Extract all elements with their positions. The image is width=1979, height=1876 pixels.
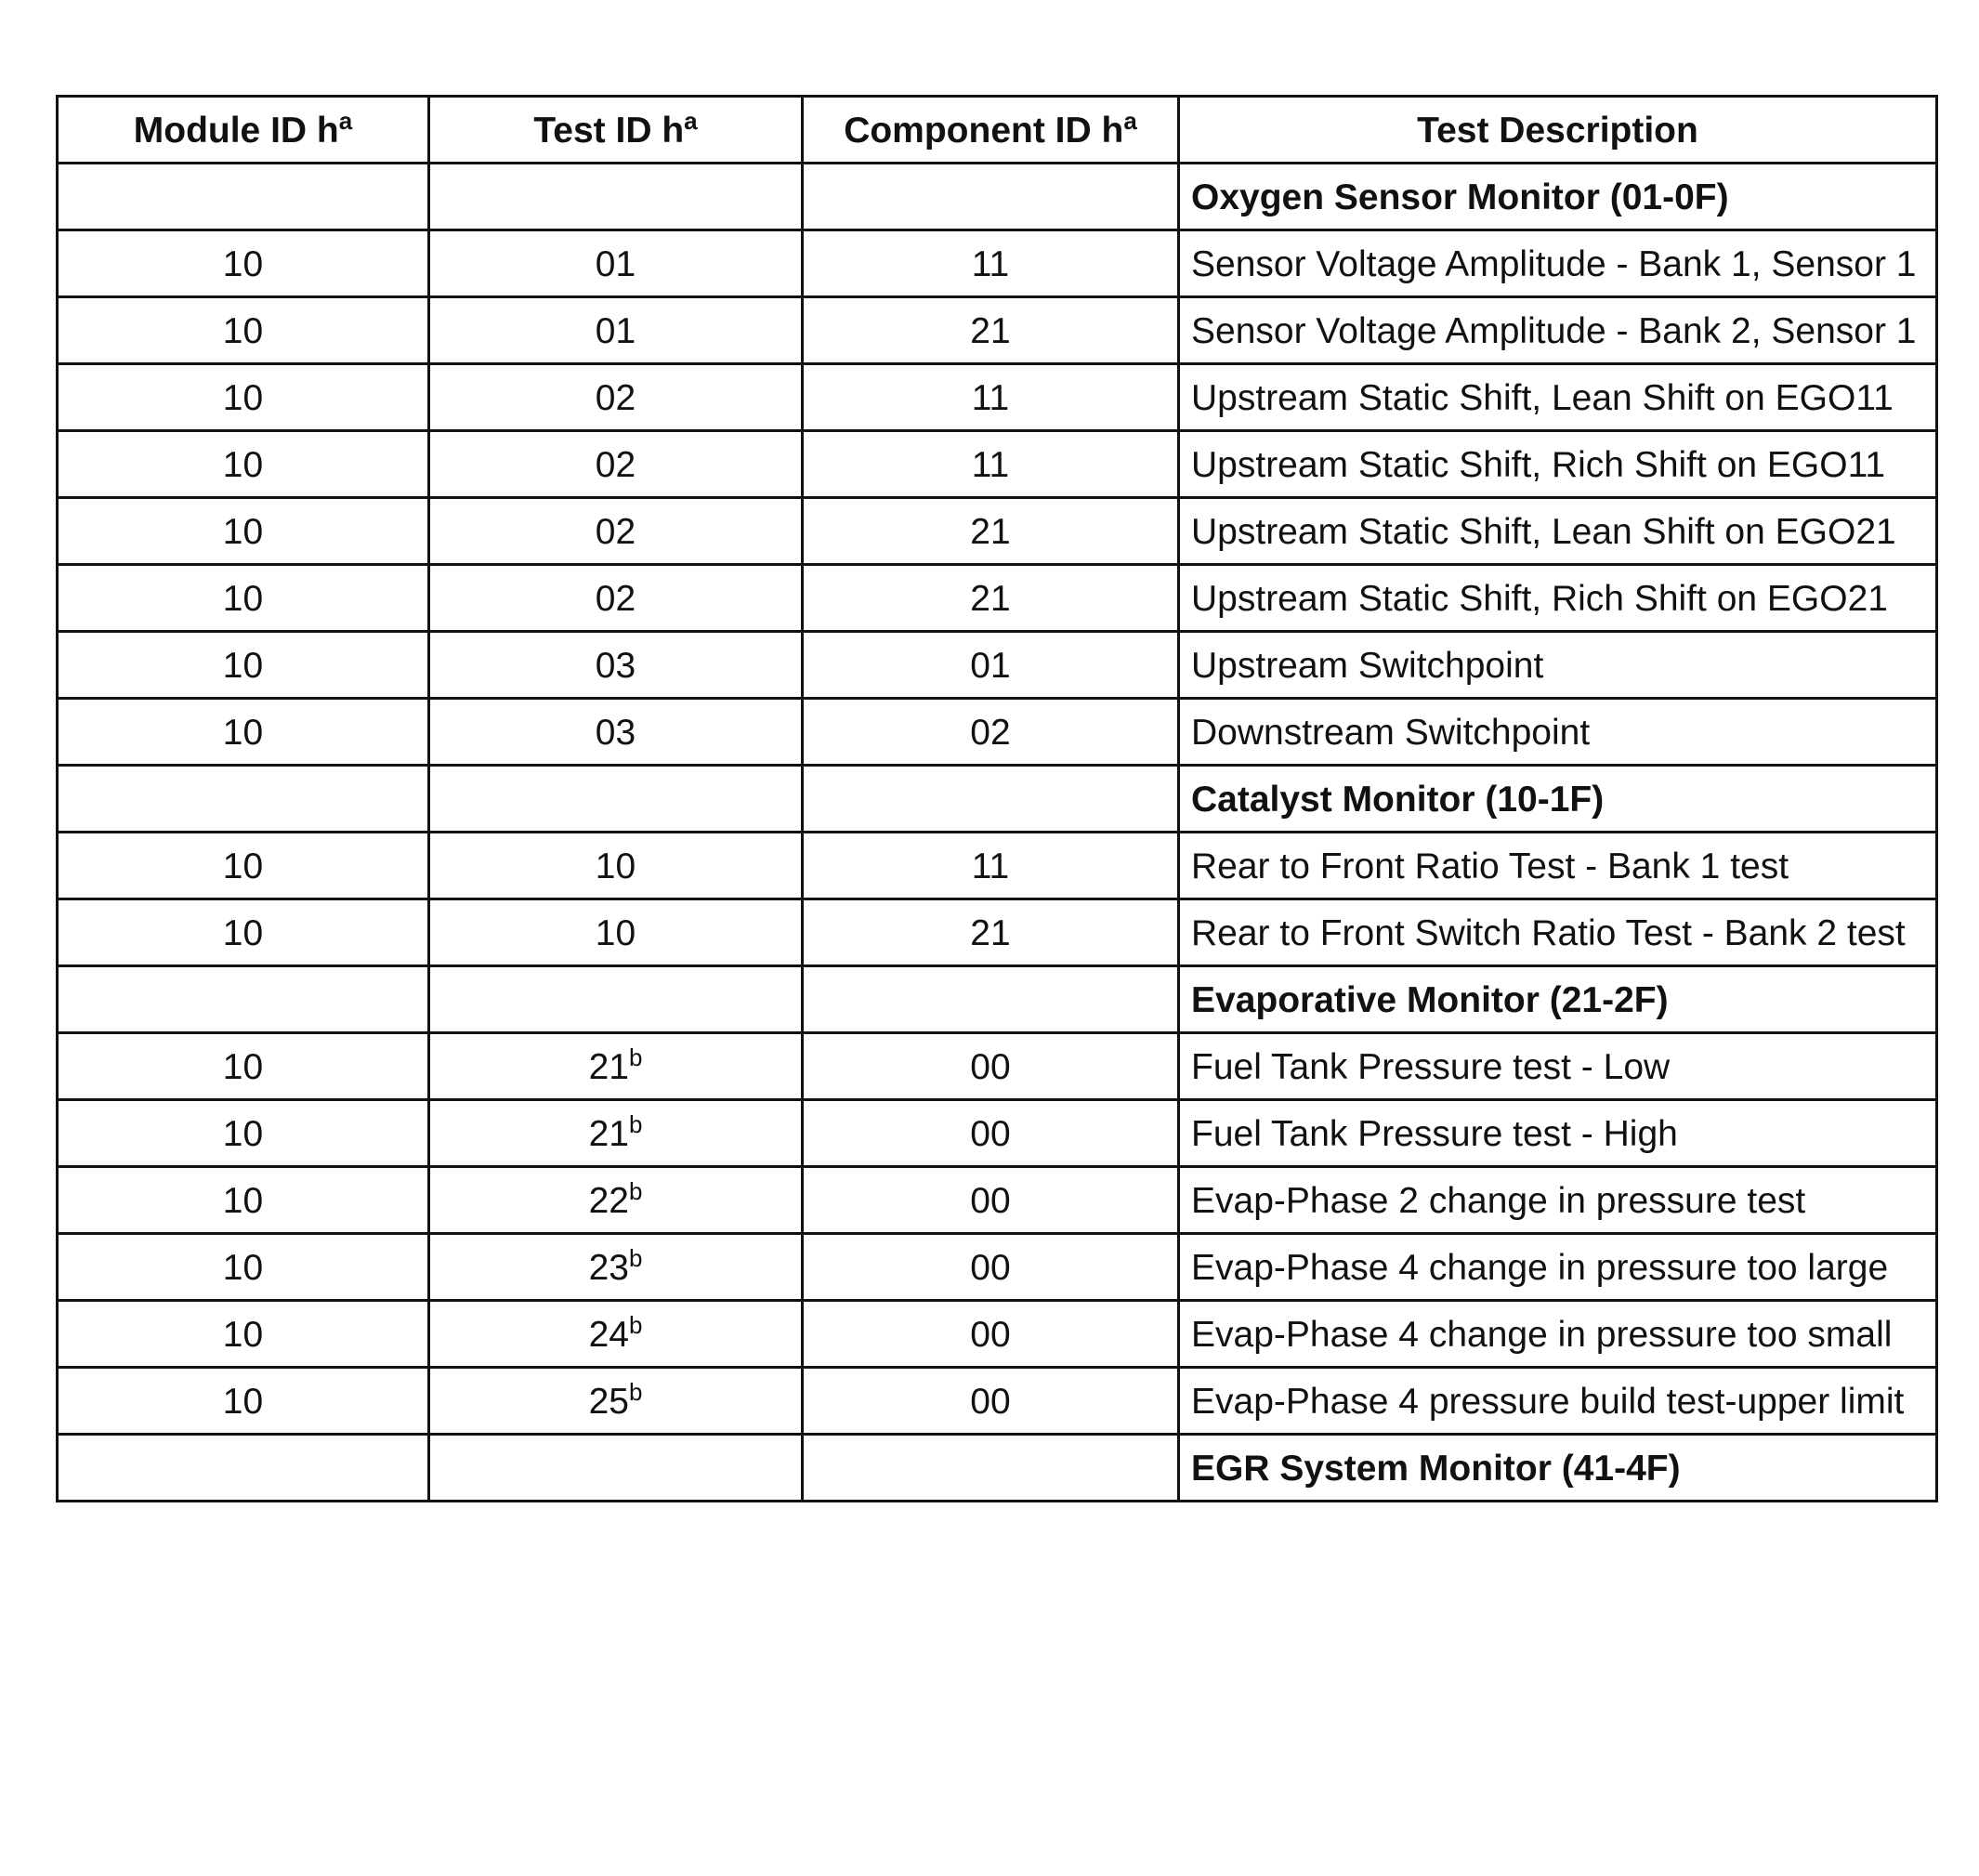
test-id-footnote: b: [628, 1110, 643, 1138]
table-row: [58, 431, 1937, 498]
header-module-id: Module ID $h^a$: [58, 97, 429, 164]
test-description-cell: Upstream Static Shift, Lean Shift on EGO11: [1179, 364, 1937, 431]
test-id-footnote: b: [628, 1378, 643, 1406]
test-id-value: 25: [588, 1382, 629, 1422]
module-id-cell: 10: [58, 364, 429, 431]
component-id-cell: 11: [803, 833, 1179, 899]
test-description-cell: Sensor Voltage Amplitude - Bank 1, Sensor 1: [1179, 230, 1937, 297]
test-description-cell: Upstream Static Shift, Rich Shift on EGO21: [1179, 565, 1937, 632]
table-row: [58, 230, 1937, 297]
component-id-cell: 01: [803, 632, 1179, 699]
table-row: [58, 1368, 1937, 1435]
component-id-cell: [803, 966, 1179, 1033]
component-id-cell: [803, 1435, 1179, 1502]
module-id-cell: 10: [58, 1167, 429, 1234]
test-id-value: 03: [595, 646, 636, 686]
table-row: [58, 699, 1937, 766]
table-row: [58, 297, 1937, 364]
module-id-cell: 10: [58, 833, 429, 899]
test-id-value: 02: [595, 512, 636, 552]
table-row: [58, 364, 1937, 431]
section-header-row: [58, 164, 1937, 230]
test-id-footnote: b: [628, 1244, 643, 1272]
module-id-cell: 10: [58, 1033, 429, 1100]
section-title: EGR System Monitor (41-4F): [1179, 1435, 1937, 1502]
test-id-cell: [429, 364, 803, 431]
section-header-row: [58, 966, 1937, 1033]
section-title: Catalyst Monitor (10-1F): [1179, 766, 1937, 833]
test-id-cell: [429, 1033, 803, 1100]
table-row: [58, 1100, 1937, 1167]
test-id-cell: [429, 498, 803, 565]
header-test-description: Test Description: [1179, 97, 1937, 164]
component-id-cell: 21: [803, 498, 1179, 565]
module-id-cell: 10: [58, 632, 429, 699]
table-row: [58, 1234, 1937, 1301]
test-id-value: 22: [588, 1181, 629, 1221]
test-id-value: 02: [595, 579, 636, 619]
test-id-footnote: b: [628, 1177, 643, 1205]
test-id-cell: [429, 230, 803, 297]
test-description-cell: Evap-Phase 4 pressure build test-upper limit: [1179, 1368, 1937, 1435]
table-row: [58, 1167, 1937, 1234]
module-id-cell: 10: [58, 565, 429, 632]
test-id-cell: [429, 766, 803, 833]
module-id-cell: 10: [58, 699, 429, 766]
section-title: Evaporative Monitor (21-2F): [1179, 966, 1937, 1033]
test-description-cell: Sensor Voltage Amplitude - Bank 2, Sensor 1: [1179, 297, 1937, 364]
test-id-value: 10: [595, 846, 636, 886]
section-header-row: [58, 1435, 1937, 1502]
monitor-test-table: [56, 95, 1938, 1502]
test-id-cell: [429, 699, 803, 766]
test-id-cell: [429, 164, 803, 230]
test-description-cell: Rear to Front Ratio Test - Bank 1 test: [1179, 833, 1937, 899]
component-id-cell: 00: [803, 1033, 1179, 1100]
test-id-value: 21: [588, 1114, 629, 1154]
component-id-cell: [803, 164, 1179, 230]
component-id-cell: 00: [803, 1301, 1179, 1368]
table-body: [58, 164, 1937, 1502]
module-id-cell: 10: [58, 297, 429, 364]
test-description-cell: Upstream Switchpoint: [1179, 632, 1937, 699]
component-id-cell: 02: [803, 699, 1179, 766]
table-row: [58, 498, 1937, 565]
test-id-value: 23: [588, 1248, 629, 1288]
table-row: [58, 565, 1937, 632]
test-id-cell: [429, 1368, 803, 1435]
test-id-cell: [429, 632, 803, 699]
module-id-cell: 10: [58, 899, 429, 966]
test-description-cell: Fuel Tank Pressure test - Low: [1179, 1033, 1937, 1100]
test-id-value: 10: [595, 913, 636, 953]
module-id-cell: 10: [58, 1100, 429, 1167]
test-id-cell: [429, 1435, 803, 1502]
module-id-cell: [58, 164, 429, 230]
table-row: [58, 833, 1937, 899]
test-id-value: 21: [588, 1047, 629, 1087]
test-id-cell: [429, 899, 803, 966]
test-description-cell: Fuel Tank Pressure test - High: [1179, 1100, 1937, 1167]
module-id-cell: 10: [58, 498, 429, 565]
test-id-value: 01: [595, 244, 636, 284]
component-id-cell: 00: [803, 1100, 1179, 1167]
module-id-cell: [58, 766, 429, 833]
component-id-cell: 11: [803, 431, 1179, 498]
test-id-value: 01: [595, 311, 636, 351]
component-id-cell: 00: [803, 1234, 1179, 1301]
module-id-cell: [58, 1435, 429, 1502]
table-row: [58, 632, 1937, 699]
test-id-cell: [429, 1234, 803, 1301]
test-id-cell: [429, 431, 803, 498]
component-id-cell: 00: [803, 1368, 1179, 1435]
test-id-value: 02: [595, 378, 636, 418]
test-description-cell: Evap-Phase 2 change in pressure test: [1179, 1167, 1937, 1234]
module-id-cell: 10: [58, 431, 429, 498]
test-id-footnote: b: [628, 1311, 643, 1339]
component-id-cell: 11: [803, 364, 1179, 431]
table-row: [58, 1033, 1937, 1100]
header-test-id: Test ID $h^a$: [429, 97, 803, 164]
test-id-value: 03: [595, 713, 636, 753]
test-id-footnote: b: [628, 1043, 643, 1071]
test-description-cell: Downstream Switchpoint: [1179, 699, 1937, 766]
test-description-cell: Evap-Phase 4 change in pressure too large: [1179, 1234, 1937, 1301]
component-id-cell: 11: [803, 230, 1179, 297]
test-id-cell: [429, 833, 803, 899]
test-id-cell: [429, 966, 803, 1033]
test-description-cell: Upstream Static Shift, Rich Shift on EGO11: [1179, 431, 1937, 498]
component-id-cell: 21: [803, 899, 1179, 966]
table-row: [58, 1301, 1937, 1368]
component-id-cell: 21: [803, 565, 1179, 632]
test-id-cell: [429, 565, 803, 632]
header-component-id: Component ID $h^a$: [803, 97, 1179, 164]
test-id-value: 02: [595, 445, 636, 485]
component-id-cell: 00: [803, 1167, 1179, 1234]
component-id-cell: 21: [803, 297, 1179, 364]
test-description-cell: Evap-Phase 4 change in pressure too small: [1179, 1301, 1937, 1368]
module-id-cell: [58, 966, 429, 1033]
module-id-cell: 10: [58, 1368, 429, 1435]
test-description-cell: Rear to Front Switch Ratio Test - Bank 2 test: [1179, 899, 1937, 966]
section-header-row: [58, 766, 1937, 833]
test-description-cell: Upstream Static Shift, Lean Shift on EGO21: [1179, 498, 1937, 565]
test-id-cell: [429, 1167, 803, 1234]
test-id-value: 24: [588, 1315, 629, 1355]
test-id-cell: [429, 1301, 803, 1368]
test-id-cell: [429, 297, 803, 364]
component-id-cell: [803, 766, 1179, 833]
module-id-cell: 10: [58, 1234, 429, 1301]
table-header-row: [58, 97, 1937, 164]
module-id-cell: 10: [58, 230, 429, 297]
section-title: Oxygen Sensor Monitor (01-0F): [1179, 164, 1937, 230]
test-id-cell: [429, 1100, 803, 1167]
module-id-cell: 10: [58, 1301, 429, 1368]
table-row: [58, 899, 1937, 966]
